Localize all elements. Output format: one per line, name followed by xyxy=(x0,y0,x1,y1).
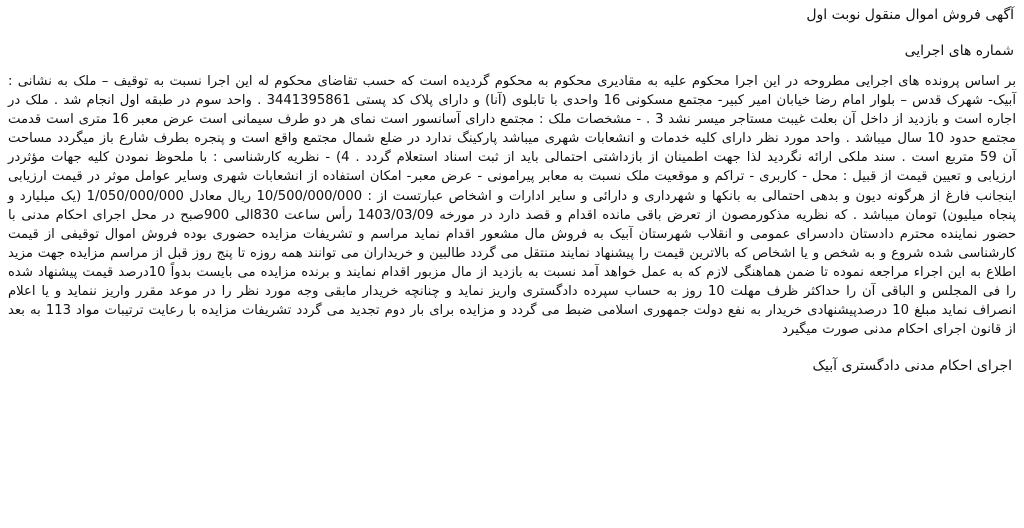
notice-body: بر اساس پرونده های اجرایی مطروحه در این اجرا محکوم علیه به مقادیری محکوم به محکوم گردیده است که حسب تقاضای محکوم له این اجرا نسبت به توقیف – ملک به نشانی : آبیک- شهرک قدس – بلوار امام رضا خیابان امیر کبیر- مجتمع مسکونی 16 واحدی با تابلوی (آنا) و دارای پلاک کد پستی 3441395861 . واحد سوم در طبقه اول انجام شد . ملک در اجاره است و بازدید از داخل آن بعلت غیبت مستاجر میسر نشد 3 . - مشخصات ملک : مجتمع دارای آسانسور است نمای هر دو طرف سیمانی است عرض معبر 16 متری است قدمت مجتمع حدود 10 سال میباشد . واحد مورد نظر دارای کلیه خدمات و انشعابات شهری میباشد پارکینگ ندارد در ضلع شمال مجتمع واقع است و پنجره بطرف شارع باز میگردد مساحت آن 59 متربع است . سند ملکی ارائه نگردید لذا جهت اطمینان از بازداشتی احتمالی باید از ثبت اسناد استعلام گردد . 4) - نظریه کارشناسی : با ملحوظ نمودن کلیه جهات مؤثردر ارزیابی و تعیین قیمت از قبیل : محل - کاربری - تراکم و موقعیت ملک نسبت به معابر پیرامونی - عرض معبر- امکان استفاده از انشعابات شهری وسایر عوامل موثر در قیمت ارزیابی اینجانب فارغ از هرگونه دیون و بدهی احتمالی به بانکها و شهرداری و دارائی و سایر ادارات و اشخاص عبارتست از : 10/500/000/000 ریال معادل 1/050/000/000 (یک میلیارد و پنجاه میلیون) تومان میباشد . که نظریه مذکورمصون از تعرض باقی مانده اقدام و قصد دارد در مورخه 1403/03/09 رأس ساعت 830الی 900صبح در محل اجرای احکام مدنی با حضور نماینده محترم دادستان دادسرای عمومی و انقلاب شهرستان آبیک به فروش مال مشعور اقدام نماید مراسم و تشریفات مزایده حضوری بوده فروش اموال توقیفی از قیمت کارشناسی شده شروع و به شخص و یا اشخاص که بالاترین قیمت را پیشنهاد نمایند منتقل می گردد طالبین و خریداران می توانند همه روزه تا پنج روز قبل از مراسم مزایده جهت مزید اطلاع به این اجراء مراجعه نموده تا ضمن هماهنگی لازم که به عمل خواهد آمد نسبت به بازدید از مال مزبور اقدام نمایند و برنده مزایده می بایست بدواً 10درصد قیمت پیشنهاد شده را فی المجلس و الباقی آن را حداکثر ظرف مهلت 10 روز به حساب سپرده دادگستری واریز نماید و چنانچه خریدار مابقی وجه مورد نظر را در موعد مقرر واریز ننماید و یا اعلام انصراف نماید مبلغ 10 درصدپیشنهادی خریدار به نفع دولت جمهوری اسلامی ضبط می گردد و مزایده برای بار دوم تجدید می گردد تشریفات مزایده با رعایت ترتیبات مواد 113 به بعد از قانون اجرای احکام مدنی صورت میگیرد xyxy=(8,74,1017,338)
notice-signature: اجرای احکام مدنی دادگستری آبیک xyxy=(812,358,1012,375)
notice-subtitle: شماره های اجرایی xyxy=(904,43,1014,59)
notice-title: آگهی فروش اموال منقول نوبت اول xyxy=(806,7,1014,23)
